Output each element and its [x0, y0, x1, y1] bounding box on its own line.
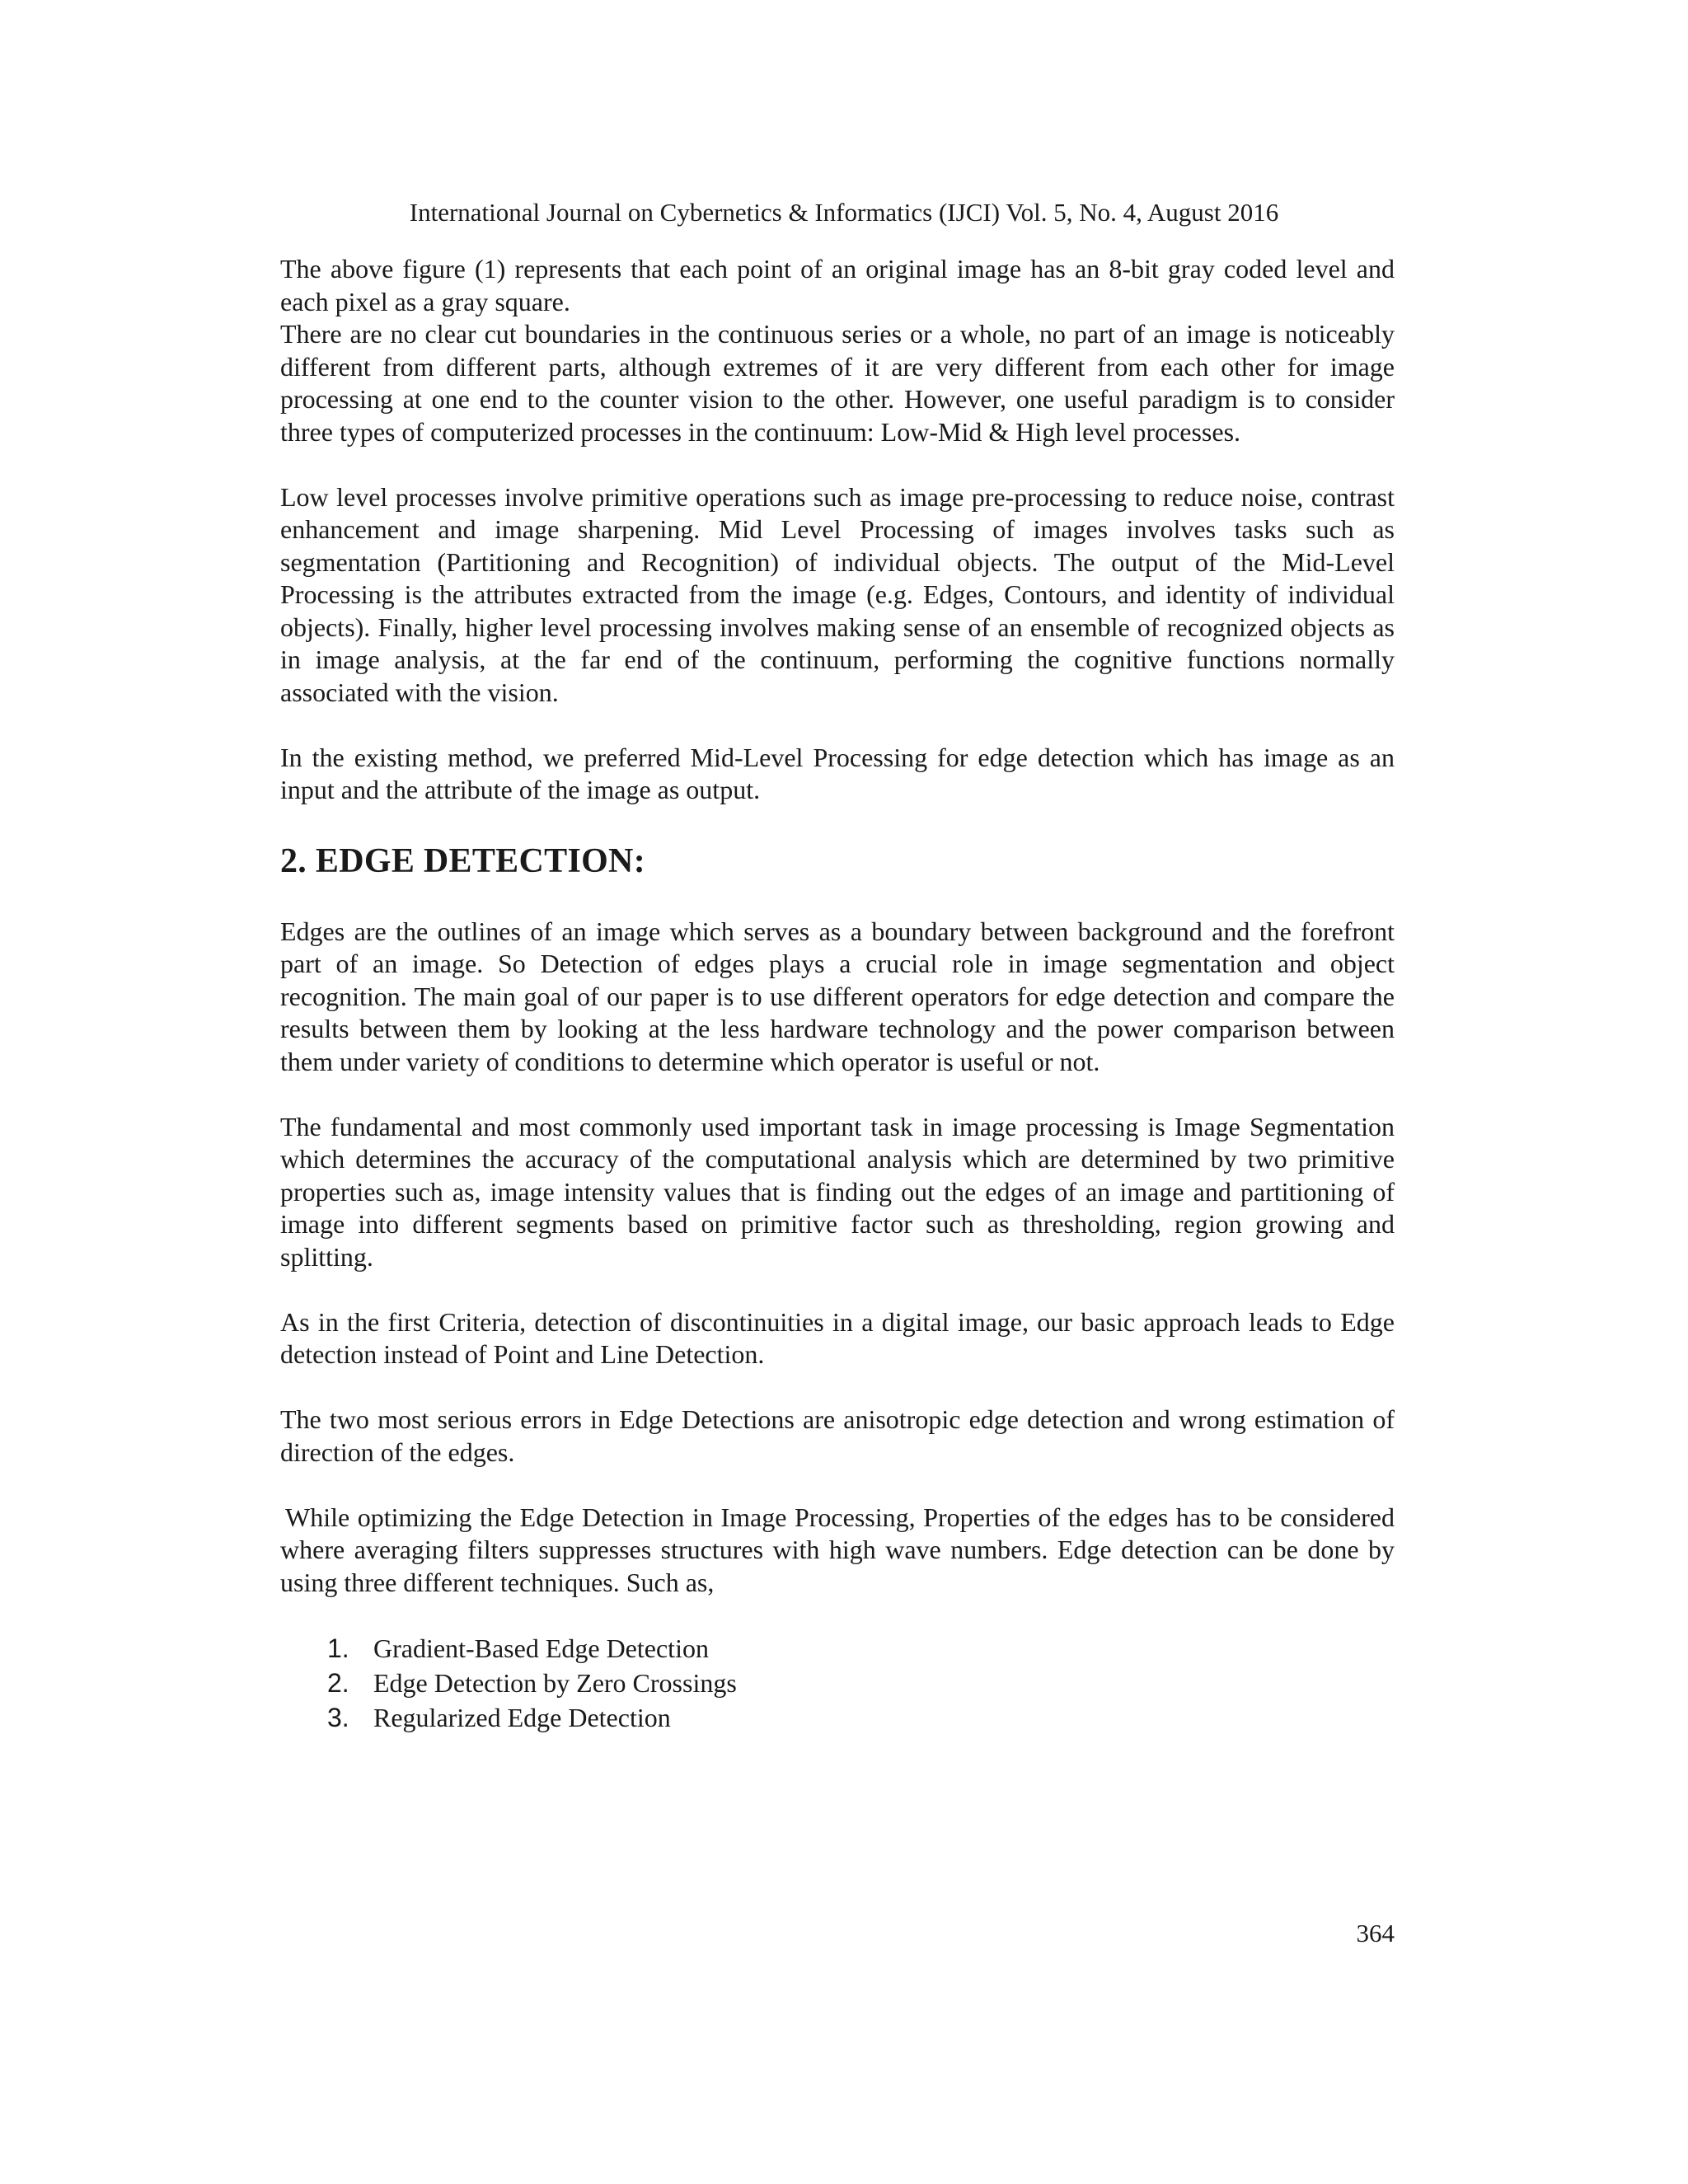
list-item-text: Regularized Edge Detection: [373, 1703, 671, 1732]
paragraph-optimizing: While optimizing the Edge Detection in Image Processing, Properties of the edges has to be considered where averaging filters suppresses structures with high wave numbers. Edge detection can be done by using three different techniques. Such as,: [280, 1502, 1395, 1597]
paragraph-image-segmentation: The fundamental and most commonly used important task in image processing is Image Segmentation which determines the accuracy of the computational analysis which are determined by two primitive properties such as, image intensity values that is finding out the edges of an image and partitioning of image into different segments based on primitive factor such as thresholding, region growing and splitting.: [280, 1111, 1395, 1272]
page-number: 364: [1356, 1919, 1395, 1947]
list-item-text: Edge Detection by Zero Crossings: [373, 1668, 737, 1698]
paragraph-processing-levels: Low level processes involve primitive operations such as image pre-processing to reduce noise, contrast enhancement and image sharpening. Mid Level Processing of images involves tasks such as segmentation (Partitioning and Recognition) of individual objects. The output of the Mid-Level Processing is the attributes extracted from the image (e.g. Edges, Contours, and identity of individual objects). Finally, higher level processing involves making sense of an ensemble of recognized objects as in image analysis, at the far end of the continuum, performing the cognitive functions normally associated with the vision.: [280, 481, 1395, 707]
section-heading-edge-detection: 2. EDGE DETECTION:: [280, 841, 645, 880]
paragraph-continuum: There are no clear cut boundaries in the continuous series or a whole, no part of an image is noticeably different from different parts, although extremes of it are very different from each other for image processing at one end to the counter vision to the other. However, one useful paradigm is to consider three types of computerized processes in the continuum: Low-Mid & High level processes.: [280, 319, 1395, 447]
list-item: [280, 1631, 1395, 1666]
list-number: 1.: [327, 1633, 349, 1663]
paragraph-figure-description: The above figure (1) represents that each point of an original image has an 8-bit gray coded level and each pixel as a gray square.: [280, 254, 1395, 316]
list-number: 3.: [327, 1703, 349, 1732]
paragraph-serious-errors: The two most serious errors in Edge Detections are anisotropic edge detection and wrong estimation of direction of the edges.: [280, 1404, 1395, 1467]
list-item-text: Gradient-Based Edge Detection: [373, 1633, 709, 1663]
paragraph-edges-definition: Edges are the outlines of an image which serves as a boundary between background and the forefront part of an image. So Detection of edges plays a crucial role in image segmentation and object recognition. The main goal of our paper is to use different operators for edge detection and compare the results between them by looking at the less hardware technology and the power comparison between them under variety of conditions to determine which operator is useful or not.: [280, 916, 1395, 1076]
list-item: [280, 1700, 1395, 1735]
running-header: International Journal on Cybernetics & Informatics (IJCI) Vol. 5, No. 4, August 2016: [409, 198, 1279, 227]
list-number: 2.: [327, 1668, 349, 1698]
paragraph-first-criteria: As in the first Criteria, detection of discontinuities in a digital image, our basic approach leads to Edge detection instead of Point and Line Detection.: [280, 1306, 1395, 1369]
list-item: [280, 1666, 1395, 1700]
technique-list: [280, 1631, 1395, 1735]
page-body: [280, 253, 1395, 1735]
paragraph-existing-method: In the existing method, we preferred Mid-Level Processing for edge detection which has image as an input and the attribute of the image as output.: [280, 742, 1395, 804]
